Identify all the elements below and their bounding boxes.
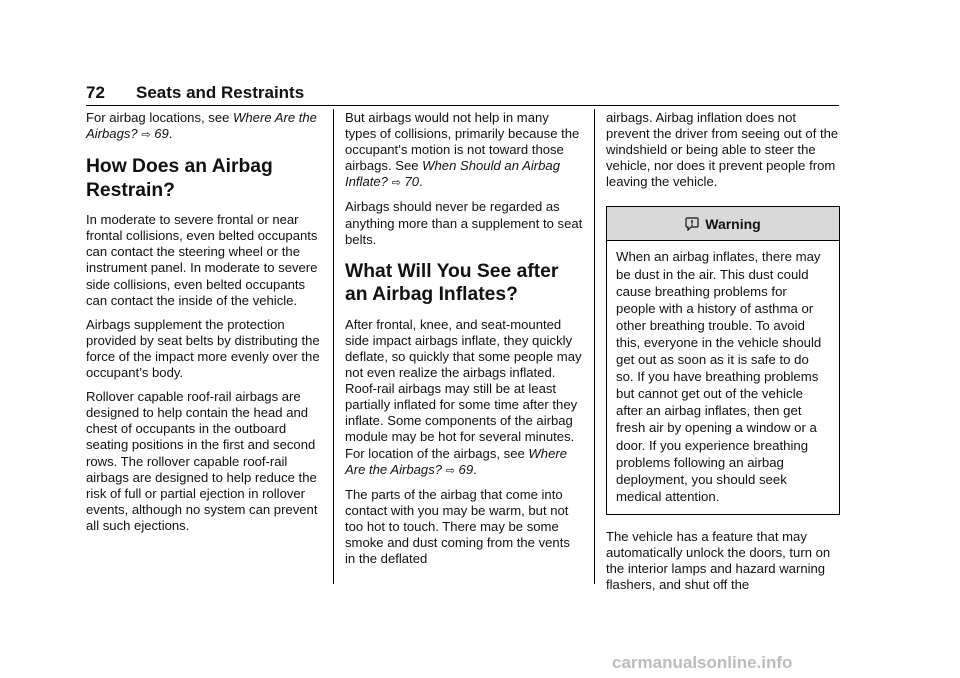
intro-paragraph (86, 110, 322, 143)
body-paragraph (345, 317, 583, 479)
body-paragraph: Airbags supplement the protection provided by seat belts by distributing the force of the impact more evenly over the occupant’s body. (86, 316, 320, 381)
text: For airbag locations, see (86, 110, 234, 125)
cross-reference-link[interactable]: When Should an Airbag Inflate? (345, 158, 560, 190)
text: After frontal, knee, and seat-mounted side impact airbags inflate, they quickly deflate, so quickly that some people may not even realize the airbags inflated. Roof-rail airbags may still be at least partially inflated for some time after they inflate. Some components of the airbag module may be hot for several minutes. For location of the airbags, see (345, 316, 582, 461)
warning-title: Warning (705, 215, 761, 232)
column-2 (345, 110, 583, 575)
section-title: Seats and Restraints (136, 83, 305, 102)
page-number: 72 (86, 83, 105, 102)
column-divider (594, 109, 595, 584)
warning-box (606, 206, 840, 514)
section-heading: How Does an Airbag Restrain? (86, 156, 273, 201)
page-reference[interactable]: 70 (404, 174, 420, 190)
page-reference[interactable]: 69 (458, 461, 474, 477)
cross-reference-link[interactable]: Where Are the Airbags? (86, 110, 317, 142)
body-paragraph: airbags. Airbag inflation does not prevent the driver from seeing out of the windshield or being able to steer the vehicle, nor does it prevent people from leaving the vehicle. (606, 110, 839, 190)
text: . (168, 126, 173, 142)
warning-text: When an airbag inflates, there may be dust in the air. This dust could cause breathing problems for people with a history of asthma or other breathing trouble. To avoid this, everyone in the vehicle should get out as soon as it is safe to do so. If you have breathing problems but cannot get out of the vehicle after an airbag inflates, then get fresh air by opening a window or a door. If you experience breathing problems following an airbag deployment, you should seek medical attention. (616, 249, 822, 504)
column-3 (606, 110, 840, 601)
page-reference[interactable]: 69 (154, 126, 169, 142)
body-paragraph: The vehicle has a feature that may automatically unlock the doors, turn on the interior lamps and hazard warning flashers, and shut off the (606, 528, 831, 593)
page-header (86, 83, 839, 106)
body-paragraph: The parts of the airbag that come into contact with you may be warm, but not too hot to touch. There may be some smoke and dust coming from the vents in the deflated (345, 486, 570, 567)
warning-speech-icon (685, 217, 699, 231)
body-paragraph: Airbags should never be regarded as anything more than a supplement to seat belts. (345, 199, 583, 247)
cross-reference-link[interactable]: Where Are the Airbags? (345, 445, 567, 477)
body-paragraph: In moderate to severe frontal or near frontal collisions, even belted occupants can contact the steering wheel or the instrument panel. In moderate to severe side collisions, even belted occupants can contact the inside of the vehicle. (86, 212, 318, 308)
page-arrow-icon: ⇨ (445, 464, 455, 477)
body-paragraph: Rollover capable roof-rail airbags are designed to help contain the head and chest of occupants in the outboard seating positions in the first and second rows. The rollover capable roof-rail airbags are designed to help reduce the risk of full or partial ejection in rollover events, although no system can prevent all such ejections. (86, 389, 318, 533)
text: But airbags would not help in many types of collisions, primarily because the occupant’s motion is not toward those airbags. See (345, 110, 580, 174)
page-arrow-icon: ⇨ (391, 177, 401, 190)
column-1 (86, 110, 322, 542)
text: . (419, 174, 423, 190)
body-paragraph (345, 110, 583, 191)
section-heading: What Will You See after an Airbag Inflates? (345, 260, 559, 306)
watermark: carmanualsonline.info (612, 653, 793, 672)
text: . (473, 461, 477, 477)
page-arrow-icon: ⇨ (141, 129, 151, 142)
column-divider (333, 109, 334, 584)
warning-header (607, 207, 839, 241)
